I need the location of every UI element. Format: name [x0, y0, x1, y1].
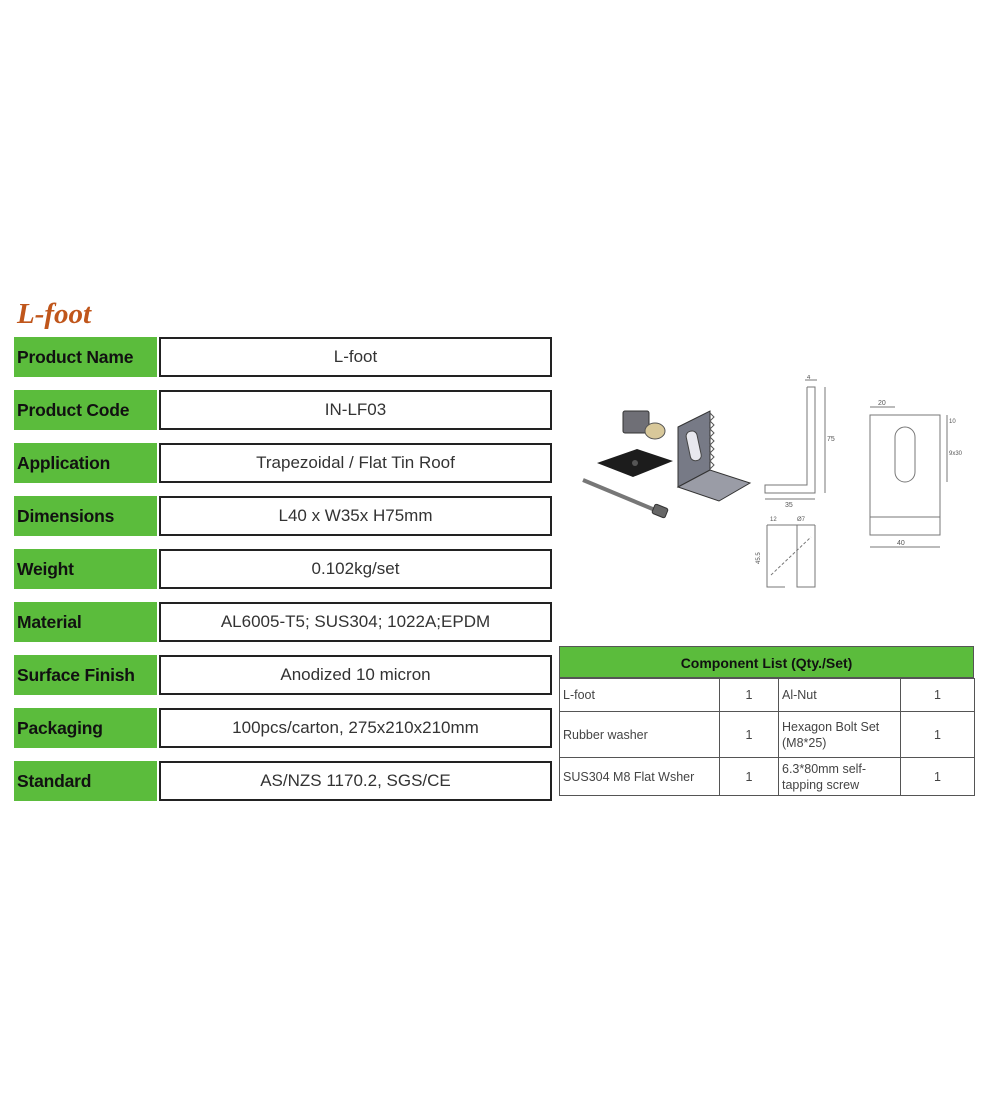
component-name: SUS304 M8 Flat Wsher — [560, 758, 720, 796]
table-row — [560, 758, 975, 796]
component-qty: 1 — [901, 679, 975, 712]
screw-icon — [583, 480, 668, 518]
spec-row-surface-finish — [14, 655, 552, 695]
spec-label: Product Name — [14, 337, 157, 377]
spec-value: IN-LF03 — [159, 390, 552, 430]
product-drawing — [575, 375, 975, 605]
spec-row-dimensions — [14, 496, 552, 536]
spec-value: 100pcs/carton, 275x210x210mm — [159, 708, 552, 748]
component-name: L-foot — [560, 679, 720, 712]
dim-slot-offset: 10 — [949, 419, 956, 425]
dim-front-width: 40 — [897, 540, 905, 547]
spec-label: Material — [14, 602, 157, 642]
dim-height: 75 — [827, 436, 835, 443]
spec-label: Weight — [14, 549, 157, 589]
component-name: Rubber washer — [560, 712, 720, 758]
spec-label: Standard — [14, 761, 157, 801]
spec-value: Anodized 10 micron — [159, 655, 552, 695]
section-drawing — [756, 517, 815, 587]
product-title: L-foot — [17, 298, 92, 330]
dim-section-w: 12 — [770, 517, 777, 523]
spec-row-weight — [14, 549, 552, 589]
component-list — [559, 646, 974, 796]
spec-value: Trapezoidal / Flat Tin Roof — [159, 443, 552, 483]
spec-label: Dimensions — [14, 496, 157, 536]
component-qty: 1 — [720, 679, 779, 712]
spec-value: 0.102kg/set — [159, 549, 552, 589]
spec-label: Packaging — [14, 708, 157, 748]
component-qty: 1 — [901, 758, 975, 796]
spec-value: AS/NZS 1170.2, SGS/CE — [159, 761, 552, 801]
spec-value: AL6005-T5; SUS304; 1022A;EPDM — [159, 602, 552, 642]
spec-value: L-foot — [159, 337, 552, 377]
rubber-washer-icon — [597, 449, 673, 477]
spec-label: Application — [14, 443, 157, 483]
component-name: 6.3*80mm self-tapping screw — [779, 758, 901, 796]
spec-label: Product Code — [14, 390, 157, 430]
spec-row-material — [14, 602, 552, 642]
table-row — [560, 712, 975, 758]
spec-row-packaging — [14, 708, 552, 748]
component-name: Hexagon Bolt Set (M8*25) — [779, 712, 901, 758]
front-view-drawing — [870, 400, 963, 547]
l-foot-bracket-icon — [678, 411, 750, 501]
dim-section-angle: Ø7 — [797, 517, 806, 523]
spec-row-product-code — [14, 390, 552, 430]
component-qty: 1 — [720, 712, 779, 758]
spec-row-product-name — [14, 337, 552, 377]
component-qty: 1 — [901, 712, 975, 758]
spec-value: L40 x W35x H75mm — [159, 496, 552, 536]
spec-row-application — [14, 443, 552, 483]
spec-label: Surface Finish — [14, 655, 157, 695]
table-row — [560, 679, 975, 712]
dim-base: 35 — [785, 502, 793, 509]
dim-slot-len: 9x30 — [949, 451, 963, 457]
component-qty: 1 — [720, 758, 779, 796]
dim-section-h: 45.5 — [756, 552, 762, 564]
dim-slot-top: 20 — [878, 400, 886, 407]
component-table — [559, 678, 975, 796]
component-list-header: Component List (Qty./Set) — [559, 646, 974, 678]
spec-row-standard — [14, 761, 552, 801]
component-name: Al-Nut — [779, 679, 901, 712]
side-profile-drawing — [765, 375, 835, 509]
dim-top-width: 4 — [807, 375, 811, 381]
al-nut-icon — [623, 411, 665, 439]
